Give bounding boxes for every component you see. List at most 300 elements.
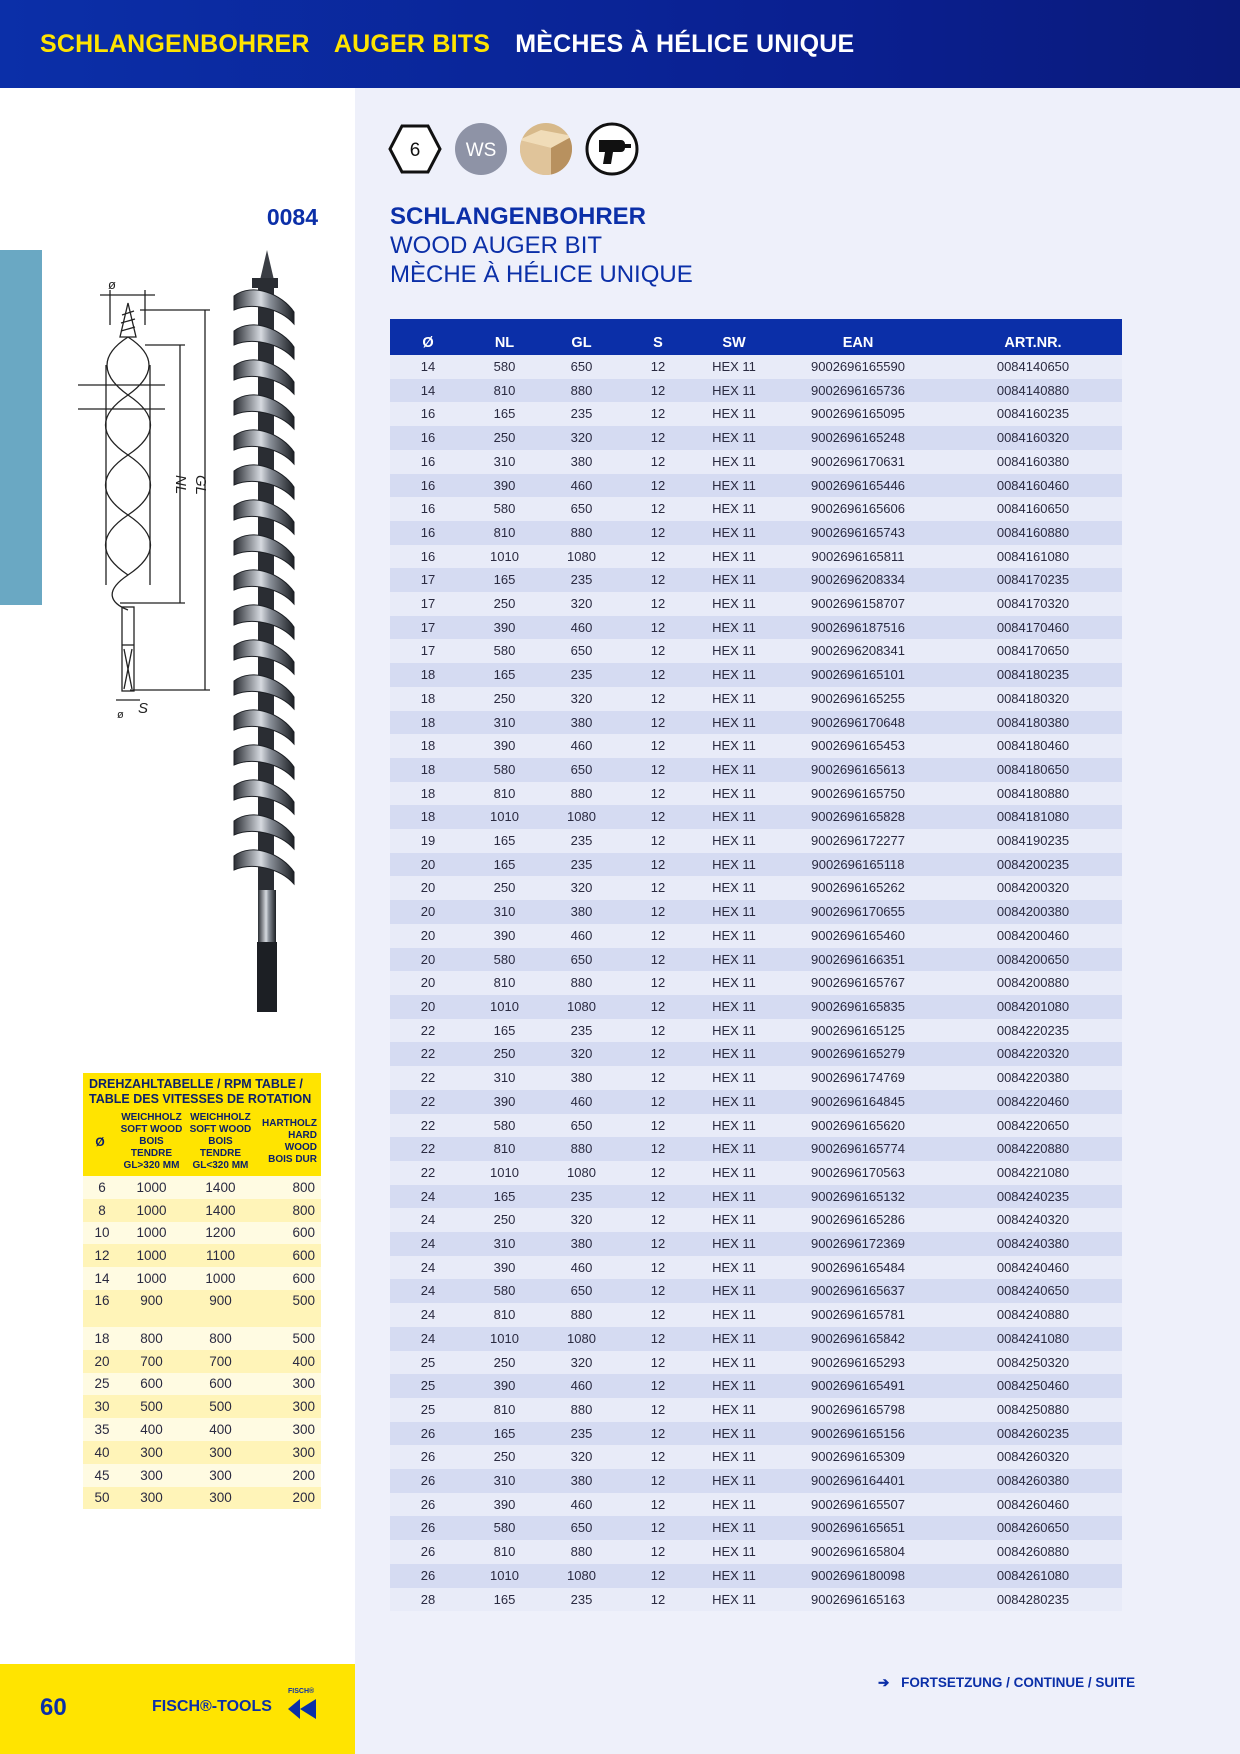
cell-gl: 235 bbox=[543, 829, 620, 853]
cell-ean: 9002696165835 bbox=[772, 995, 944, 1019]
header-title-fr: MÈCHES À HÉLICE UNIQUE bbox=[515, 30, 855, 58]
cell-s: 12 bbox=[620, 1303, 696, 1327]
cell-ean: 9002696165507 bbox=[772, 1493, 944, 1517]
cell-s: 12 bbox=[620, 355, 696, 379]
cell-nl: 390 bbox=[466, 616, 543, 640]
cell-gl: 880 bbox=[543, 782, 620, 806]
cell-sw: HEX 11 bbox=[696, 1042, 772, 1066]
table-row bbox=[390, 1066, 1122, 1090]
cell-gl: 650 bbox=[543, 497, 620, 521]
table-row bbox=[390, 1469, 1122, 1493]
cell-sw: HEX 11 bbox=[696, 1516, 772, 1540]
cell-nl: 250 bbox=[466, 1208, 543, 1232]
cell-nl: 580 bbox=[466, 1279, 543, 1303]
cell-nl: 580 bbox=[466, 1516, 543, 1540]
rpm-cell-value: 300 bbox=[255, 1441, 321, 1464]
cell-nl: 250 bbox=[466, 1042, 543, 1066]
table-row bbox=[390, 1137, 1122, 1161]
cell-art-nr: 0084170235 bbox=[944, 568, 1122, 592]
rpm-cell-value: 900 bbox=[117, 1290, 186, 1327]
cell-nl: 1010 bbox=[466, 545, 543, 569]
cell-sw: HEX 11 bbox=[696, 995, 772, 1019]
cell-diameter: 24 bbox=[390, 1208, 466, 1232]
rpm-cell-value: 800 bbox=[255, 1176, 321, 1199]
cell-sw: HEX 11 bbox=[696, 1540, 772, 1564]
cell-diameter: 22 bbox=[390, 1090, 466, 1114]
cell-sw: HEX 11 bbox=[696, 545, 772, 569]
table-row bbox=[390, 711, 1122, 735]
rpm-cell-value: 500 bbox=[117, 1395, 186, 1418]
table-row bbox=[390, 782, 1122, 806]
rpm-cell-value: 1000 bbox=[117, 1244, 186, 1267]
cell-art-nr: 0084260880 bbox=[944, 1540, 1122, 1564]
rpm-cell-value: 300 bbox=[117, 1441, 186, 1464]
cell-art-nr: 0084240650 bbox=[944, 1279, 1122, 1303]
rpm-cell-diameter: 30 bbox=[83, 1395, 117, 1418]
cell-ean: 9002696165118 bbox=[772, 853, 944, 877]
cell-nl: 165 bbox=[466, 1588, 543, 1612]
cell-ean: 9002696165842 bbox=[772, 1327, 944, 1351]
cell-sw: HEX 11 bbox=[696, 1161, 772, 1185]
cell-nl: 165 bbox=[466, 1019, 543, 1043]
rpm-cell-value: 300 bbox=[186, 1441, 255, 1464]
cell-art-nr: 0084261080 bbox=[944, 1564, 1122, 1588]
cell-ean: 9002696165125 bbox=[772, 1019, 944, 1043]
rpm-cell-value: 1400 bbox=[186, 1199, 255, 1222]
cell-s: 12 bbox=[620, 1019, 696, 1043]
cell-sw: HEX 11 bbox=[696, 805, 772, 829]
table-row bbox=[390, 1564, 1122, 1588]
table-row bbox=[390, 1161, 1122, 1185]
cell-nl: 580 bbox=[466, 1114, 543, 1138]
table-row bbox=[390, 1090, 1122, 1114]
cell-ean: 9002696208334 bbox=[772, 568, 944, 592]
cell-diameter: 28 bbox=[390, 1588, 466, 1612]
cell-art-nr: 0084220460 bbox=[944, 1090, 1122, 1114]
cell-art-nr: 0084180460 bbox=[944, 734, 1122, 758]
product-title bbox=[390, 202, 693, 289]
table-row bbox=[390, 379, 1122, 403]
cell-ean: 9002696165774 bbox=[772, 1137, 944, 1161]
table-row bbox=[390, 876, 1122, 900]
cell-sw: HEX 11 bbox=[696, 924, 772, 948]
cell-nl: 310 bbox=[466, 900, 543, 924]
cell-s: 12 bbox=[620, 1208, 696, 1232]
cell-nl: 390 bbox=[466, 1090, 543, 1114]
cell-nl: 390 bbox=[466, 924, 543, 948]
table-row bbox=[390, 1540, 1122, 1564]
cell-gl: 235 bbox=[543, 1588, 620, 1612]
cell-sw: HEX 11 bbox=[696, 1398, 772, 1422]
cell-ean: 9002696165163 bbox=[772, 1588, 944, 1612]
cell-ean: 9002696165743 bbox=[772, 521, 944, 545]
cell-nl: 390 bbox=[466, 474, 543, 498]
cell-art-nr: 0084220235 bbox=[944, 1019, 1122, 1043]
cell-art-nr: 0084140650 bbox=[944, 355, 1122, 379]
cell-sw: HEX 11 bbox=[696, 497, 772, 521]
cell-diameter: 22 bbox=[390, 1019, 466, 1043]
cell-s: 12 bbox=[620, 1374, 696, 1398]
cell-art-nr: 0084201080 bbox=[944, 995, 1122, 1019]
cell-sw: HEX 11 bbox=[696, 876, 772, 900]
cell-diameter: 22 bbox=[390, 1114, 466, 1138]
cell-ean: 9002696165262 bbox=[772, 876, 944, 900]
cell-art-nr: 0084221080 bbox=[944, 1161, 1122, 1185]
continue-note bbox=[878, 1675, 1135, 1691]
rpm-cell-value: 600 bbox=[186, 1373, 255, 1396]
cell-diameter: 16 bbox=[390, 497, 466, 521]
cell-sw: HEX 11 bbox=[696, 592, 772, 616]
cell-ean: 9002696165453 bbox=[772, 734, 944, 758]
cell-diameter: 22 bbox=[390, 1066, 466, 1090]
cell-diameter: 20 bbox=[390, 900, 466, 924]
cell-sw: HEX 11 bbox=[696, 402, 772, 426]
table-row bbox=[390, 1327, 1122, 1351]
col-s: S bbox=[620, 319, 696, 355]
rpm-row bbox=[83, 1441, 321, 1464]
cell-ean: 9002696165255 bbox=[772, 687, 944, 711]
cell-sw: HEX 11 bbox=[696, 948, 772, 972]
svg-text:FISCH®: FISCH® bbox=[288, 1688, 315, 1695]
cell-diameter: 20 bbox=[390, 995, 466, 1019]
cell-gl: 880 bbox=[543, 379, 620, 403]
table-row bbox=[390, 900, 1122, 924]
rpm-cell-value: 1000 bbox=[117, 1199, 186, 1222]
cell-sw: HEX 11 bbox=[696, 1114, 772, 1138]
rpm-col-hard: HARTHOLZ HARD WOOD BOIS DUR bbox=[255, 1109, 321, 1176]
cell-ean: 9002696164845 bbox=[772, 1090, 944, 1114]
rpm-cell-diameter: 6 bbox=[83, 1176, 117, 1199]
auger-bit-image bbox=[222, 250, 304, 1018]
cell-s: 12 bbox=[620, 379, 696, 403]
page-number: 60 bbox=[40, 1694, 67, 1721]
cell-s: 12 bbox=[620, 616, 696, 640]
cell-gl: 235 bbox=[543, 568, 620, 592]
rpm-cell-value: 300 bbox=[117, 1487, 186, 1510]
cell-art-nr: 0084160235 bbox=[944, 402, 1122, 426]
cell-art-nr: 0084200235 bbox=[944, 853, 1122, 877]
cell-ean: 9002696165293 bbox=[772, 1351, 944, 1375]
cell-nl: 310 bbox=[466, 450, 543, 474]
col-sw: SW bbox=[696, 319, 772, 355]
cell-gl: 320 bbox=[543, 1445, 620, 1469]
cell-ean: 9002696158707 bbox=[772, 592, 944, 616]
header-bar bbox=[0, 0, 1240, 88]
cell-art-nr: 0084260650 bbox=[944, 1516, 1122, 1540]
rpm-cell-value: 300 bbox=[255, 1418, 321, 1441]
cell-art-nr: 0084240880 bbox=[944, 1303, 1122, 1327]
header-title-en: AUGER BITS bbox=[333, 30, 491, 58]
table-row bbox=[390, 829, 1122, 853]
table-row bbox=[390, 663, 1122, 687]
cell-nl: 165 bbox=[466, 1185, 543, 1209]
rpm-cell-diameter: 40 bbox=[83, 1441, 117, 1464]
cell-s: 12 bbox=[620, 639, 696, 663]
cell-ean: 9002696170563 bbox=[772, 1161, 944, 1185]
cell-diameter: 24 bbox=[390, 1327, 466, 1351]
cell-diameter: 24 bbox=[390, 1185, 466, 1209]
svg-text:ø: ø bbox=[117, 709, 124, 721]
rpm-cell-value: 500 bbox=[255, 1327, 321, 1350]
cell-sw: HEX 11 bbox=[696, 687, 772, 711]
cell-art-nr: 0084180320 bbox=[944, 687, 1122, 711]
rpm-cell-value: 600 bbox=[117, 1373, 186, 1396]
rpm-cell-value: 1000 bbox=[117, 1222, 186, 1245]
cell-ean: 9002696165156 bbox=[772, 1422, 944, 1446]
cell-diameter: 18 bbox=[390, 805, 466, 829]
rpm-cell-value: 1400 bbox=[186, 1176, 255, 1199]
cell-gl: 650 bbox=[543, 1114, 620, 1138]
cell-s: 12 bbox=[620, 876, 696, 900]
cell-diameter: 17 bbox=[390, 568, 466, 592]
rpm-table bbox=[83, 1073, 321, 1509]
cell-s: 12 bbox=[620, 1185, 696, 1209]
cell-s: 12 bbox=[620, 1422, 696, 1446]
rpm-cell-value: 600 bbox=[255, 1267, 321, 1290]
rpm-col-soft-large: WEICHHOLZ SOFT WOOD BOIS TENDRE GL>320 MM bbox=[117, 1109, 186, 1176]
rpm-cell-value: 400 bbox=[186, 1418, 255, 1441]
cell-gl: 1080 bbox=[543, 1161, 620, 1185]
cell-ean: 9002696165736 bbox=[772, 379, 944, 403]
svg-text:GL: GL bbox=[192, 475, 209, 496]
rpm-row bbox=[83, 1418, 321, 1441]
cell-s: 12 bbox=[620, 1327, 696, 1351]
table-row bbox=[390, 639, 1122, 663]
cell-gl: 880 bbox=[543, 521, 620, 545]
cell-ean: 9002696165101 bbox=[772, 663, 944, 687]
cell-sw: HEX 11 bbox=[696, 1066, 772, 1090]
cell-diameter: 18 bbox=[390, 758, 466, 782]
cell-s: 12 bbox=[620, 805, 696, 829]
cell-art-nr: 0084200650 bbox=[944, 948, 1122, 972]
cell-nl: 165 bbox=[466, 402, 543, 426]
cell-gl: 235 bbox=[543, 1019, 620, 1043]
cell-gl: 380 bbox=[543, 900, 620, 924]
table-row bbox=[390, 1516, 1122, 1540]
cell-sw: HEX 11 bbox=[696, 1232, 772, 1256]
cell-art-nr: 0084260460 bbox=[944, 1493, 1122, 1517]
rpm-row bbox=[83, 1267, 321, 1290]
cell-ean: 9002696170655 bbox=[772, 900, 944, 924]
cell-s: 12 bbox=[620, 924, 696, 948]
cell-ean: 9002696165491 bbox=[772, 1374, 944, 1398]
cell-gl: 235 bbox=[543, 663, 620, 687]
cell-nl: 310 bbox=[466, 711, 543, 735]
cell-nl: 810 bbox=[466, 1137, 543, 1161]
cell-s: 12 bbox=[620, 995, 696, 1019]
rpm-cell-diameter: 8 bbox=[83, 1199, 117, 1222]
cell-ean: 9002696165750 bbox=[772, 782, 944, 806]
cell-gl: 880 bbox=[543, 1398, 620, 1422]
cell-diameter: 26 bbox=[390, 1469, 466, 1493]
drill-machine-icon bbox=[585, 122, 639, 176]
rpm-cell-diameter: 14 bbox=[83, 1267, 117, 1290]
cell-sw: HEX 11 bbox=[696, 1422, 772, 1446]
cell-sw: HEX 11 bbox=[696, 1256, 772, 1280]
table-row bbox=[390, 1042, 1122, 1066]
cell-ean: 9002696165620 bbox=[772, 1114, 944, 1138]
cell-gl: 460 bbox=[543, 924, 620, 948]
cell-s: 12 bbox=[620, 545, 696, 569]
table-row bbox=[390, 521, 1122, 545]
cell-art-nr: 0084240460 bbox=[944, 1256, 1122, 1280]
rpm-cell-value: 700 bbox=[186, 1350, 255, 1373]
cell-diameter: 17 bbox=[390, 639, 466, 663]
cell-ean: 9002696165095 bbox=[772, 402, 944, 426]
rpm-cell-value: 400 bbox=[117, 1418, 186, 1441]
cell-s: 12 bbox=[620, 1137, 696, 1161]
cell-gl: 1080 bbox=[543, 1327, 620, 1351]
cell-nl: 165 bbox=[466, 829, 543, 853]
cell-sw: HEX 11 bbox=[696, 758, 772, 782]
col-gl: GL bbox=[543, 319, 620, 355]
cell-art-nr: 0084161080 bbox=[944, 545, 1122, 569]
cell-s: 12 bbox=[620, 1493, 696, 1517]
cell-diameter: 25 bbox=[390, 1374, 466, 1398]
table-row bbox=[390, 592, 1122, 616]
cell-sw: HEX 11 bbox=[696, 1445, 772, 1469]
cell-diameter: 26 bbox=[390, 1493, 466, 1517]
cell-nl: 310 bbox=[466, 1232, 543, 1256]
rpm-cell-value: 500 bbox=[186, 1395, 255, 1418]
cell-art-nr: 0084240320 bbox=[944, 1208, 1122, 1232]
cell-art-nr: 0084200380 bbox=[944, 900, 1122, 924]
cell-sw: HEX 11 bbox=[696, 853, 772, 877]
cell-art-nr: 0084140880 bbox=[944, 379, 1122, 403]
cell-s: 12 bbox=[620, 1351, 696, 1375]
cell-gl: 235 bbox=[543, 1185, 620, 1209]
cell-art-nr: 0084220380 bbox=[944, 1066, 1122, 1090]
cell-gl: 1080 bbox=[543, 545, 620, 569]
continue-text: FORTSETZUNG / CONTINUE / SUITE bbox=[901, 1675, 1136, 1690]
rpm-cell-value: 500 bbox=[255, 1290, 321, 1327]
cell-ean: 9002696165590 bbox=[772, 355, 944, 379]
cell-art-nr: 0084200880 bbox=[944, 971, 1122, 995]
cell-art-nr: 0084200320 bbox=[944, 876, 1122, 900]
cell-ean: 9002696165637 bbox=[772, 1279, 944, 1303]
table-row bbox=[390, 924, 1122, 948]
cell-nl: 810 bbox=[466, 782, 543, 806]
cell-art-nr: 0084180380 bbox=[944, 711, 1122, 735]
cell-nl: 810 bbox=[466, 971, 543, 995]
cell-art-nr: 0084220650 bbox=[944, 1114, 1122, 1138]
cell-s: 12 bbox=[620, 971, 696, 995]
rpm-cell-value: 700 bbox=[117, 1350, 186, 1373]
cell-nl: 250 bbox=[466, 1351, 543, 1375]
cell-art-nr: 0084280235 bbox=[944, 1588, 1122, 1612]
cell-s: 12 bbox=[620, 426, 696, 450]
cell-ean: 9002696165132 bbox=[772, 1185, 944, 1209]
cell-s: 12 bbox=[620, 521, 696, 545]
cell-gl: 320 bbox=[543, 592, 620, 616]
cell-s: 12 bbox=[620, 900, 696, 924]
cell-s: 12 bbox=[620, 1588, 696, 1612]
table-row bbox=[390, 1232, 1122, 1256]
cell-gl: 380 bbox=[543, 711, 620, 735]
cell-ean: 9002696172369 bbox=[772, 1232, 944, 1256]
cell-art-nr: 0084241080 bbox=[944, 1327, 1122, 1351]
cell-diameter: 25 bbox=[390, 1351, 466, 1375]
table-row bbox=[390, 971, 1122, 995]
cell-s: 12 bbox=[620, 1232, 696, 1256]
cell-gl: 880 bbox=[543, 971, 620, 995]
cell-s: 12 bbox=[620, 687, 696, 711]
product-name-de: SCHLANGENBOHRER bbox=[390, 203, 647, 230]
cell-s: 12 bbox=[620, 1114, 696, 1138]
cell-gl: 1080 bbox=[543, 805, 620, 829]
cell-nl: 310 bbox=[466, 1066, 543, 1090]
table-row bbox=[390, 545, 1122, 569]
table-row bbox=[390, 497, 1122, 521]
table-row bbox=[390, 1493, 1122, 1517]
cell-gl: 880 bbox=[543, 1137, 620, 1161]
cell-nl: 250 bbox=[466, 592, 543, 616]
cell-gl: 235 bbox=[543, 853, 620, 877]
cell-ean: 9002696164401 bbox=[772, 1469, 944, 1493]
cell-ean: 9002696170631 bbox=[772, 450, 944, 474]
cell-nl: 250 bbox=[466, 1445, 543, 1469]
cell-ean: 9002696165484 bbox=[772, 1256, 944, 1280]
cell-art-nr: 0084260380 bbox=[944, 1469, 1122, 1493]
cell-s: 12 bbox=[620, 1398, 696, 1422]
table-row bbox=[390, 1422, 1122, 1446]
cell-diameter: 14 bbox=[390, 379, 466, 403]
cell-nl: 580 bbox=[466, 639, 543, 663]
rpm-cell-value: 800 bbox=[255, 1199, 321, 1222]
cell-ean: 9002696208341 bbox=[772, 639, 944, 663]
cell-art-nr: 0084180650 bbox=[944, 758, 1122, 782]
cell-sw: HEX 11 bbox=[696, 782, 772, 806]
header-titles bbox=[40, 30, 872, 59]
cell-s: 12 bbox=[620, 474, 696, 498]
rpm-cell-value: 300 bbox=[186, 1487, 255, 1510]
cell-s: 12 bbox=[620, 1256, 696, 1280]
cell-diameter: 18 bbox=[390, 782, 466, 806]
rpm-cell-diameter: 25 bbox=[83, 1373, 117, 1396]
cell-nl: 250 bbox=[466, 426, 543, 450]
table-row bbox=[390, 355, 1122, 379]
cell-gl: 650 bbox=[543, 758, 620, 782]
svg-text:NL: NL bbox=[172, 475, 189, 495]
cell-diameter: 16 bbox=[390, 545, 466, 569]
cell-sw: HEX 11 bbox=[696, 450, 772, 474]
cell-sw: HEX 11 bbox=[696, 1327, 772, 1351]
table-row bbox=[390, 474, 1122, 498]
product-table bbox=[390, 319, 1122, 1611]
cell-ean: 9002696165309 bbox=[772, 1445, 944, 1469]
cell-art-nr: 0084220320 bbox=[944, 1042, 1122, 1066]
cell-diameter: 18 bbox=[390, 687, 466, 711]
cell-ean: 9002696165798 bbox=[772, 1398, 944, 1422]
cell-art-nr: 0084260235 bbox=[944, 1422, 1122, 1446]
cell-gl: 650 bbox=[543, 948, 620, 972]
cell-sw: HEX 11 bbox=[696, 1351, 772, 1375]
table-row bbox=[390, 1114, 1122, 1138]
cell-ean: 9002696165828 bbox=[772, 805, 944, 829]
rpm-cell-value: 400 bbox=[255, 1350, 321, 1373]
rpm-row bbox=[83, 1222, 321, 1245]
cell-art-nr: 0084170650 bbox=[944, 639, 1122, 663]
table-row bbox=[390, 402, 1122, 426]
cell-diameter: 18 bbox=[390, 734, 466, 758]
rpm-cell-value: 800 bbox=[117, 1327, 186, 1350]
rpm-cell-value: 300 bbox=[255, 1395, 321, 1418]
cell-s: 12 bbox=[620, 663, 696, 687]
cell-sw: HEX 11 bbox=[696, 829, 772, 853]
cell-ean: 9002696166351 bbox=[772, 948, 944, 972]
cell-nl: 250 bbox=[466, 687, 543, 711]
cell-nl: 810 bbox=[466, 379, 543, 403]
